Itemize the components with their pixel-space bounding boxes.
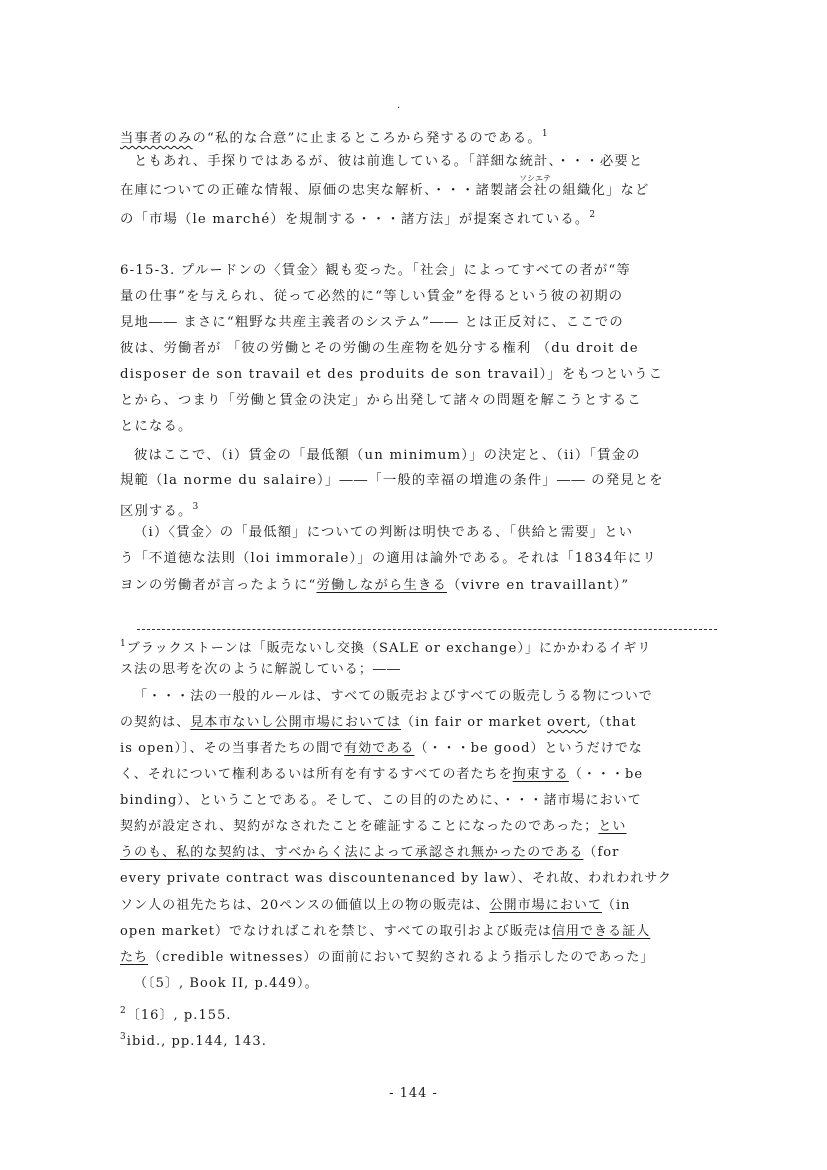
underlined-text: 拘束する <box>512 767 569 782</box>
footnote-ref: 1 <box>541 129 549 139</box>
text-line-3: 在庫についての正確な情報、原価の忠実な解析、・・・諸製諸 ソシエテ 会社の組織化」など <box>120 181 649 201</box>
text-line-14: 区別する。$^3$ <box>120 502 200 519</box>
quote-line-1: 「・・・法の一般的ルールは、すべての販売およびすべての販売しうる物についで <box>134 689 653 704</box>
text-line-7: 見地―― まさに“粗野な共産主義者のシステム”―― とは正反対に、ここでの <box>120 315 624 330</box>
footnote-ref: 3 <box>192 502 200 512</box>
top-mark: . <box>397 100 401 111</box>
quote-line-2: の契約は、見本市ないし公開市場においては（in fair or market overt,（that <box>120 715 637 730</box>
underlined-text: とい <box>598 819 627 834</box>
quote-line-9: ソン人の祖先たちは、20ペンスの価値以上の物の販売は、公開市場において（in <box>120 898 631 913</box>
wavy-underlined-text: overt <box>547 715 587 730</box>
footnote-3: $^3$ibid., pp.144, 143. <box>120 1032 267 1049</box>
text-line-15: （i）〈賃金〉の「最低額」についての判断は明快である、「供給と需要」とい <box>134 525 634 540</box>
text-line-17: ヨンの労働者が言ったように“労働しながら生きる（vivre en travaillant）” <box>120 578 630 593</box>
quote-line-4: く、それについて権利あるいは所有を有するすべての者たちを拘束する（・・・be <box>120 767 644 782</box>
underlined-text: 公開市場において <box>489 898 602 913</box>
quote-line-7: うのも、私的な契約は、すべからく法によって承認され無かったのである（for <box>120 845 620 860</box>
wavy-underlined-text: 当事者のみ <box>120 131 193 146</box>
underlined-text: 信用できる証人 <box>551 924 651 939</box>
text-line-11: とになる。 <box>120 419 193 434</box>
text-line-10: とから、つまり「労働と賃金の決定」から出発して諸々の問題を解こうとするこ <box>120 393 642 408</box>
quote-line-8: every private contract was discountenanced by law）、それ故、われわれサク <box>120 871 672 886</box>
ruby-annotation: ソシエテ 会社 <box>519 174 551 198</box>
text-line-9: disposer de son travail et des produits de son travail）」をもつというこ <box>120 367 664 382</box>
underlined-text: うのも、私的な契約は、すべからく法によって承認され無かったのである <box>120 845 584 860</box>
quote-line-6: 契約が設定され、契約がなされたことを確証することになったのであった；とい <box>120 819 627 834</box>
text-line-13: 規範（la norme du salaire）」――「一般的幸福の増進の条件」―― の発見とを <box>120 473 664 488</box>
text-line-1: 当事者のみの“私的な合意”に止まるところから発するのである。$^1$ <box>120 129 549 146</box>
underlined-text: 労働しながら生きる <box>316 578 447 593</box>
quote-line-10: open market）でなければこれを禁じ、すべての取引および販売は信用できる証人 <box>120 924 651 939</box>
quote-line-11: たち（credible witnesses）の面前において契約されるよう指示したのであった」 <box>120 950 655 965</box>
footnote-divider <box>137 629 717 630</box>
text-line-8: 彼は、労働者が 「彼の労働とその労働の生産物を処分する権利 （du droit de <box>120 341 639 356</box>
text-line-6: 量の仕事”を与えられ、従って必然的に“等しい賃金”を得るという彼の初期の <box>120 289 624 304</box>
underlined-text: 見本市ないし公開市場においては <box>190 715 402 730</box>
footnote-2: $^2$〔16〕, p.155. <box>120 1006 232 1023</box>
quote-line-3: is open）〕、その当事者たちの間で有効である（・・・be good）というだけでな <box>120 741 643 756</box>
page-number: - 144 - <box>389 1086 438 1101</box>
section-heading-line: 6-15-3. プルードンの〈賃金〉観も変った。「社会」によってすべての者が“等 <box>120 263 631 278</box>
quote-line-5: binding）、ということである。そして、この目的のために、・・・諸市場において <box>120 793 642 808</box>
text-line-2: ともあれ、手探りではあるが、彼は前進している。「詳細な統計、・・・必要と <box>134 154 644 169</box>
quote-citation: （〔5〕, Book II, p.449）。 <box>134 976 319 991</box>
footnote-1-line-1: $^1$ブラックストーンは「販売ないし交換（SALE or exchange）」にかかわるイギリ <box>120 639 652 656</box>
footnote-ref: 2 <box>589 210 597 220</box>
text-line-4: の「市場（le marché）を規制する・・・諸方法」が提案されている。$^2$ <box>120 210 597 227</box>
text-line-12: 彼はここで、（i）賃金の「最低額（un minimum）」の決定と、（ii）「賃金の <box>134 448 641 463</box>
text-line-16: う「不道徳な法則（loi immorale）」の適用は論外である。それは「1834年にリ <box>120 551 657 566</box>
underlined-text: 有効である <box>344 741 415 756</box>
underlined-text: たち <box>120 950 149 965</box>
footnote-1-line-2: ス法の思考を次のように解説している；―― <box>120 662 402 677</box>
